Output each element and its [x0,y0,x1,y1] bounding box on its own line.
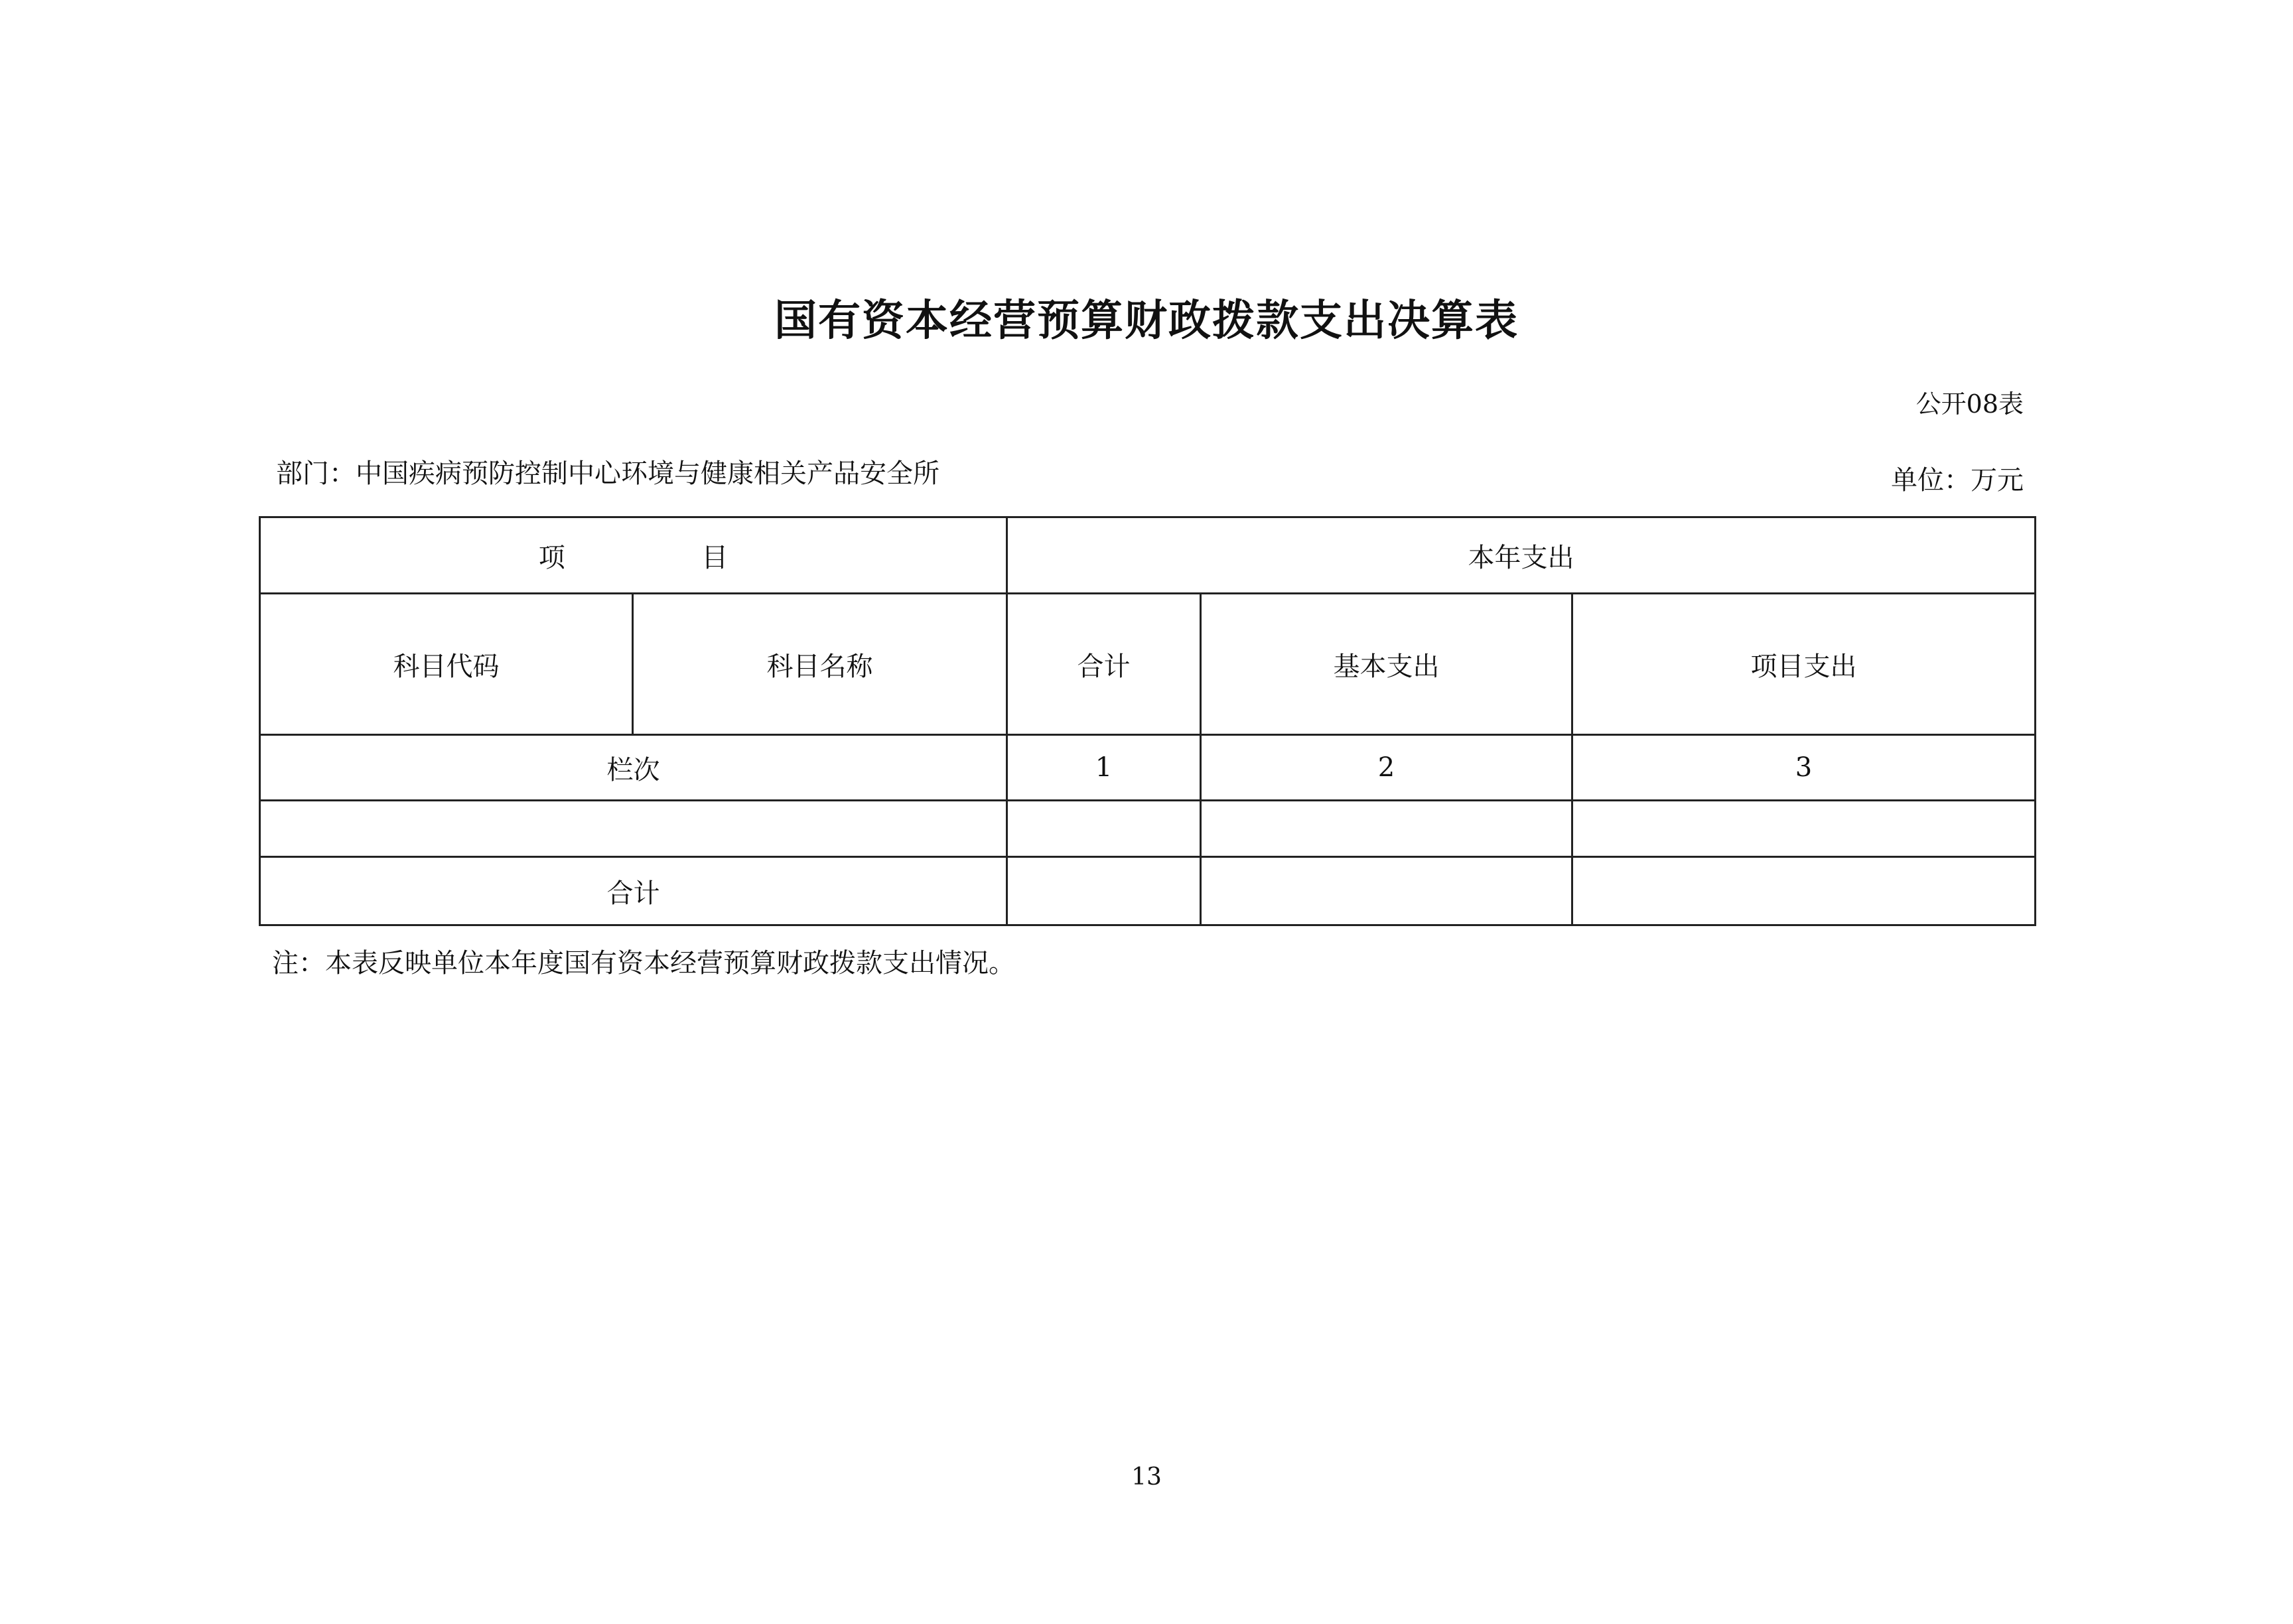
table-note: 注：本表反映单位本年度国有资本经营预算财政拨款支出情况。 [272,948,1015,979]
header-current-year: 本年支出 [1007,517,2036,594]
index-2: 2 [1201,735,1572,801]
header-item-left: 项 [538,542,565,573]
index-label: 栏次 [260,735,1007,801]
col-code-header: 科目代码 [260,594,633,735]
blank-cell [1201,801,1572,857]
expenditure-table [259,516,2036,926]
table-row [260,801,2036,857]
form-code: 公开08表 [1915,389,2024,419]
page-number: 13 [1131,1463,1162,1491]
header-item-right: 目 [701,542,729,573]
col-project-header: 项目支出 [1572,594,2036,735]
total-label: 合计 [260,857,1007,925]
table-subheader-row [260,594,2036,735]
department-label: 部门：中国疾病预防控制中心环境与健康相关产品安全所 [276,458,939,489]
col-basic-header: 基本支出 [1201,594,1572,735]
project-value-cell [1572,857,2036,925]
index-3: 3 [1572,735,2036,801]
blank-cell [260,801,1007,857]
table-total-row [260,857,2036,925]
col-name-header: 科目名称 [633,594,1007,735]
total-value-cell [1007,857,1201,925]
col-total-header: 合计 [1007,594,1201,735]
basic-value-cell [1201,857,1572,925]
page-title: 国有资本经营预算财政拨款支出决算表 [774,296,1519,346]
table-header-row [260,517,2036,594]
unit-label: 单位：万元 [1891,465,2024,496]
blank-cell [1007,801,1201,857]
table-index-row [260,735,2036,801]
index-1: 1 [1007,735,1201,801]
blank-cell [1572,801,2036,857]
header-item-cell [260,517,1007,594]
